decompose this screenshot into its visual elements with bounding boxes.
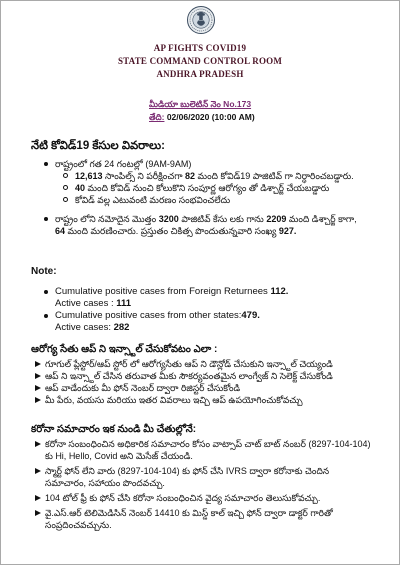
sub-item-tested [62,170,363,182]
step-text: గూగుల్ ప్లేస్టోర్/ఆప్ స్టోర్ లో ఆరోగ్యసేతు ఆప్ ని డౌన్లోడ్ చేసుకుని ఇన్స్టాల్ చెయ్యండి [45,359,333,369]
aarogya-setu-heading: ఆరోగ్య సేతు ఆప్ ని ఇన్స్టాల్ చేసుకోవటం ఎలా : [31,344,218,355]
header-subtitle: STATE COMMAND CONTROL ROOM [117,56,283,66]
other-states-total: 479. [241,310,260,321]
arrow-bullet-icon [35,510,41,516]
list-item-foreign [41,286,371,310]
info-text: వై.ఎస్.ఆర్ టెలిమెడిసిన్ నెంబర్ 14410 కు మిస్డ్ కాల్ ఇచ్చి ఫోన్ ద్వారా డాక్టర్ గారితో సంప్రదించవచ్చును. [45,508,333,530]
today-heading: నేటి కోవిడ్19 కేసుల వివరాలు: [31,140,165,152]
aarogya-setu-steps [35,358,367,406]
other-states-label: Cumulative positive cases from other states: [55,310,242,321]
foreign-label: Cumulative positive cases from Foreign Returnees [55,286,268,297]
bullet-circle-icon [63,197,68,202]
other-states-active-line [55,322,371,334]
foreign-total: 112. [270,286,289,297]
list-item [35,492,371,504]
cumulative-text-1: రాష్ట్రం లోని నమోదైన మొత్తం [55,214,157,224]
arrow-bullet-icon [35,441,41,447]
header-title: AP FIGHTS COVID19 [153,43,247,53]
bullet-circle-icon [63,173,68,178]
foreign-active: 111 [116,298,132,309]
list-item [35,507,371,531]
bulletin-date: 02/06/2020 (10:00 AM) [166,112,255,122]
step-text: మీ పేరు, వయసు మరియు ఇతర వివరాలు ఇచ్చి ఆప్ ఉపయోగించుకోవచ్చు [45,395,303,405]
note-heading: Note: [31,266,57,277]
step-text: ఆప్ ని ఇన్స్టాల్ చేసిన తరువాత మీకు సౌకర్యవంతమైన లాంగ్వేజ్ ని సెలెక్ట్ చేసుకోండి [45,371,333,381]
bullet-circle-icon [63,185,68,190]
step-text: ఆప్ వాడేందుకు మీ ఫోన్ నెంబర్ ద్వారా రిజిస్టర్ చేసుకోండి [45,383,241,393]
list-item-other-states [41,310,371,334]
sub-item-deaths [62,194,363,206]
foreign-active-line [55,298,371,310]
bulletin-date-label: తేది: [149,112,165,122]
header-state: ANDHRA PRADESH [156,69,244,79]
active-cases: 927. [278,226,297,236]
list-item [35,394,367,406]
list-item [35,358,367,370]
positive-text: మంది కోవిడ్19 పాజిటివ్ గా నిర్ధారించబడ్డారు. [197,171,354,181]
bullet-dot-icon [44,290,48,294]
bulletin-number: మీడియా బులెటిన్ నెం No.173 [149,99,252,109]
arrow-bullet-icon [35,385,41,391]
foreign-active-label: Active cases : [55,298,114,309]
other-states-line [55,310,371,322]
recovered-text: మంది కోవిడ్ నుంచి కోలుకొని సంపూర్ణ ఆరోగ్యం తో డిశ్చార్జ్ చేయబడ్డారు [87,183,330,193]
cumulative-text-2: పాజిటివ్ కేసు లకు గాను [181,214,264,224]
other-states-active-label: Active cases: [55,322,111,333]
samples-tested: 12,613 [75,171,103,181]
info-text: స్మార్ట్ ఫోన్ లేని వారు (8297-104-104) కు ఫోన్ చేసి IVRS ద్వారా కరోనాకు చెందిన సమాచారం, సహాయం పొందవచ్చు. [45,466,330,488]
cumulative-text-4: మంది మరణించారు. ప్రస్తుతం చికిత్స పొందుతున్నవారి సంఖ్య [67,226,277,236]
info-text: కరోనా సంబంధించిన అధికారిక సమాచారం కోసం వాట్సాప్ చాట్ బాట్ నంబర్ (8297-104-104) కు Hi, Hello, Covid అని మెసేజ్ చేయండి. [45,439,371,461]
list-item [35,382,367,394]
other-states-active: 282 [113,322,130,333]
note-list [41,286,371,334]
arrow-bullet-icon [35,373,41,379]
today-intro: రాష్ట్రంలో గత 24 గంటల్లో (9AM-9AM) [55,159,192,169]
bulletin-number-line [149,98,251,111]
ap-state-emblem-icon [186,4,216,35]
arrow-bullet-icon [35,361,41,367]
corona-info-list [35,438,371,531]
list-item [35,465,371,489]
list-item [35,370,367,382]
bullet-dot-icon [44,162,48,166]
total-discharged: 2209 [266,214,287,224]
info-text: 104 టోల్ ఫ్రీ కు ఫోన్ చేసి కరోనా సంబంధించిన వైద్య సమాచారం తెలుసుకోవచ్చు. [45,493,321,503]
total-positive: 3200 [158,214,179,224]
total-deaths: 64 [55,226,66,236]
corona-info-heading: కరోనా సమాచారం ఇక నుండి మీ చేతుల్లోనే: [31,424,197,435]
new-positive: 82 [185,171,196,181]
foreign-line [55,286,371,298]
list-item-intro [41,158,363,170]
bulletin-date-line [149,111,255,124]
bullet-dot-icon [44,314,48,318]
samples-text: సాంపిల్స్ ని పరీక్షించగా [105,171,183,181]
cumulative-text-3: మంది డిశ్చార్జ్ కాగా, [288,214,357,224]
arrow-bullet-icon [35,468,41,474]
recovered-count: 40 [75,183,86,193]
deaths-text: కోవిడ్ వల్ల ఎటువంటి మరణం సంభవించలేదు [75,195,231,205]
today-list [41,158,363,237]
sub-item-recovered [62,182,363,194]
bullet-dot-icon [44,217,48,221]
list-item [35,438,371,462]
list-item-cumulative [41,213,363,237]
arrow-bullet-icon [35,495,41,501]
arrow-bullet-icon [35,397,41,403]
